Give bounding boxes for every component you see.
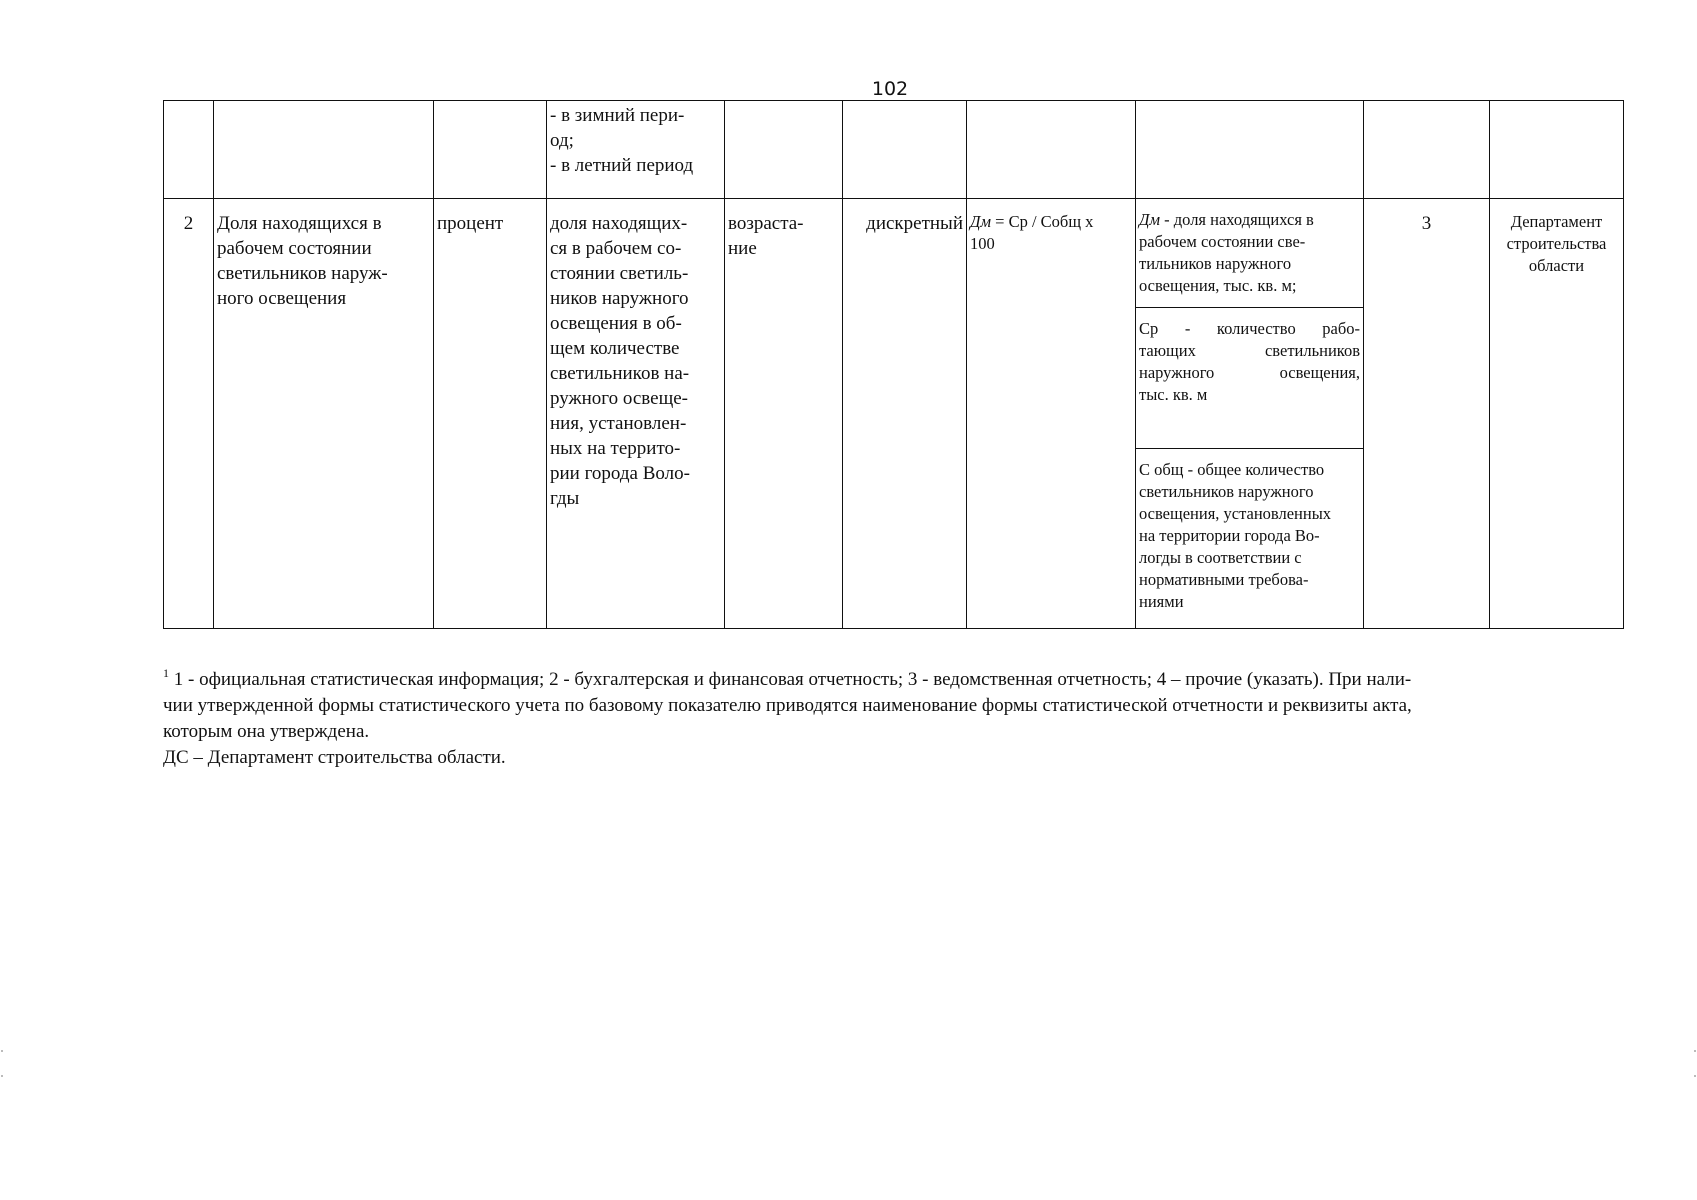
footnote-marker: 1 [163, 666, 169, 680]
var-cp: Ср - количество рабо- тающих светильников наружного освещения, тыс. кв. м [1136, 308, 1364, 449]
criteria-line: - в зимний пери- [550, 105, 685, 126]
var-dm: Дм - доля находящихся в рабочем состоянии све- тильников наружного освещения, тыс. кв. м; [1136, 199, 1364, 308]
cell-empty [214, 101, 434, 199]
source-code: 3 [1364, 199, 1490, 629]
row-number: 2 [164, 199, 214, 629]
definition: доля находящих- ся в рабочем со- стоянии светиль- ников наружного освещения в об- щем количестве светильников на- ружного освеще- ния, установлен- ных на террито- рии города Воло- гды [547, 199, 725, 629]
footnotes [163, 660, 1625, 771]
formula-var: Дм [970, 212, 992, 231]
var-cobsh: С общ - общее количество светильников наружного освещения, установленных на территории города Во- логды в соответствии с нормативными требова- ниями [1136, 449, 1364, 629]
direction: возраста- ние [725, 199, 843, 629]
scan-mark [1, 1075, 3, 1077]
abbreviation-note: ДС – Департамент строительства области. [163, 747, 506, 768]
cell-empty [725, 101, 843, 199]
cell-empty [434, 101, 547, 199]
footnote-line: чии утвержденной формы статистического учета по базовому показателю приводятся наименование формы статистической отчетности и реквизиты акта, [163, 695, 1412, 716]
indicator-type: дискретный [843, 199, 967, 629]
cell-empty [1364, 101, 1490, 199]
cell-empty [164, 101, 214, 199]
cell-empty [843, 101, 967, 199]
var-dm-symbol: Дм [1139, 210, 1161, 229]
criteria-line: од; [550, 130, 574, 151]
indicator-table [163, 100, 1624, 629]
indicator-name: Доля находящихся в рабочем состоянии светильников наруж- ного освещения [214, 199, 434, 629]
cell-empty [1136, 101, 1364, 199]
unit: процент [434, 199, 547, 629]
page-number: 102 [871, 78, 909, 100]
scan-mark [1694, 1075, 1696, 1077]
continuation-row [164, 101, 1624, 199]
indicator-row [164, 199, 1624, 308]
scan-mark [1, 1050, 3, 1052]
responsible: Департамент строительства области [1490, 199, 1624, 629]
cell-empty [967, 101, 1136, 199]
scan-mark [1694, 1050, 1696, 1052]
cell-empty [1490, 101, 1624, 199]
criteria-line: - в летний период [550, 155, 694, 176]
formula: Дм = Ср / Собщ х 100 [967, 199, 1136, 629]
footnote-line: которым она утверждена. [163, 721, 370, 742]
criteria-cell [547, 101, 725, 199]
footnote-line: $^1$ 1 - официальная статистическая информация; 2 - бухгалтерская и финансовая отчетность; 3 - ведомственная отчетность; 4 – прочие (указать). При нали- [163, 666, 1412, 690]
